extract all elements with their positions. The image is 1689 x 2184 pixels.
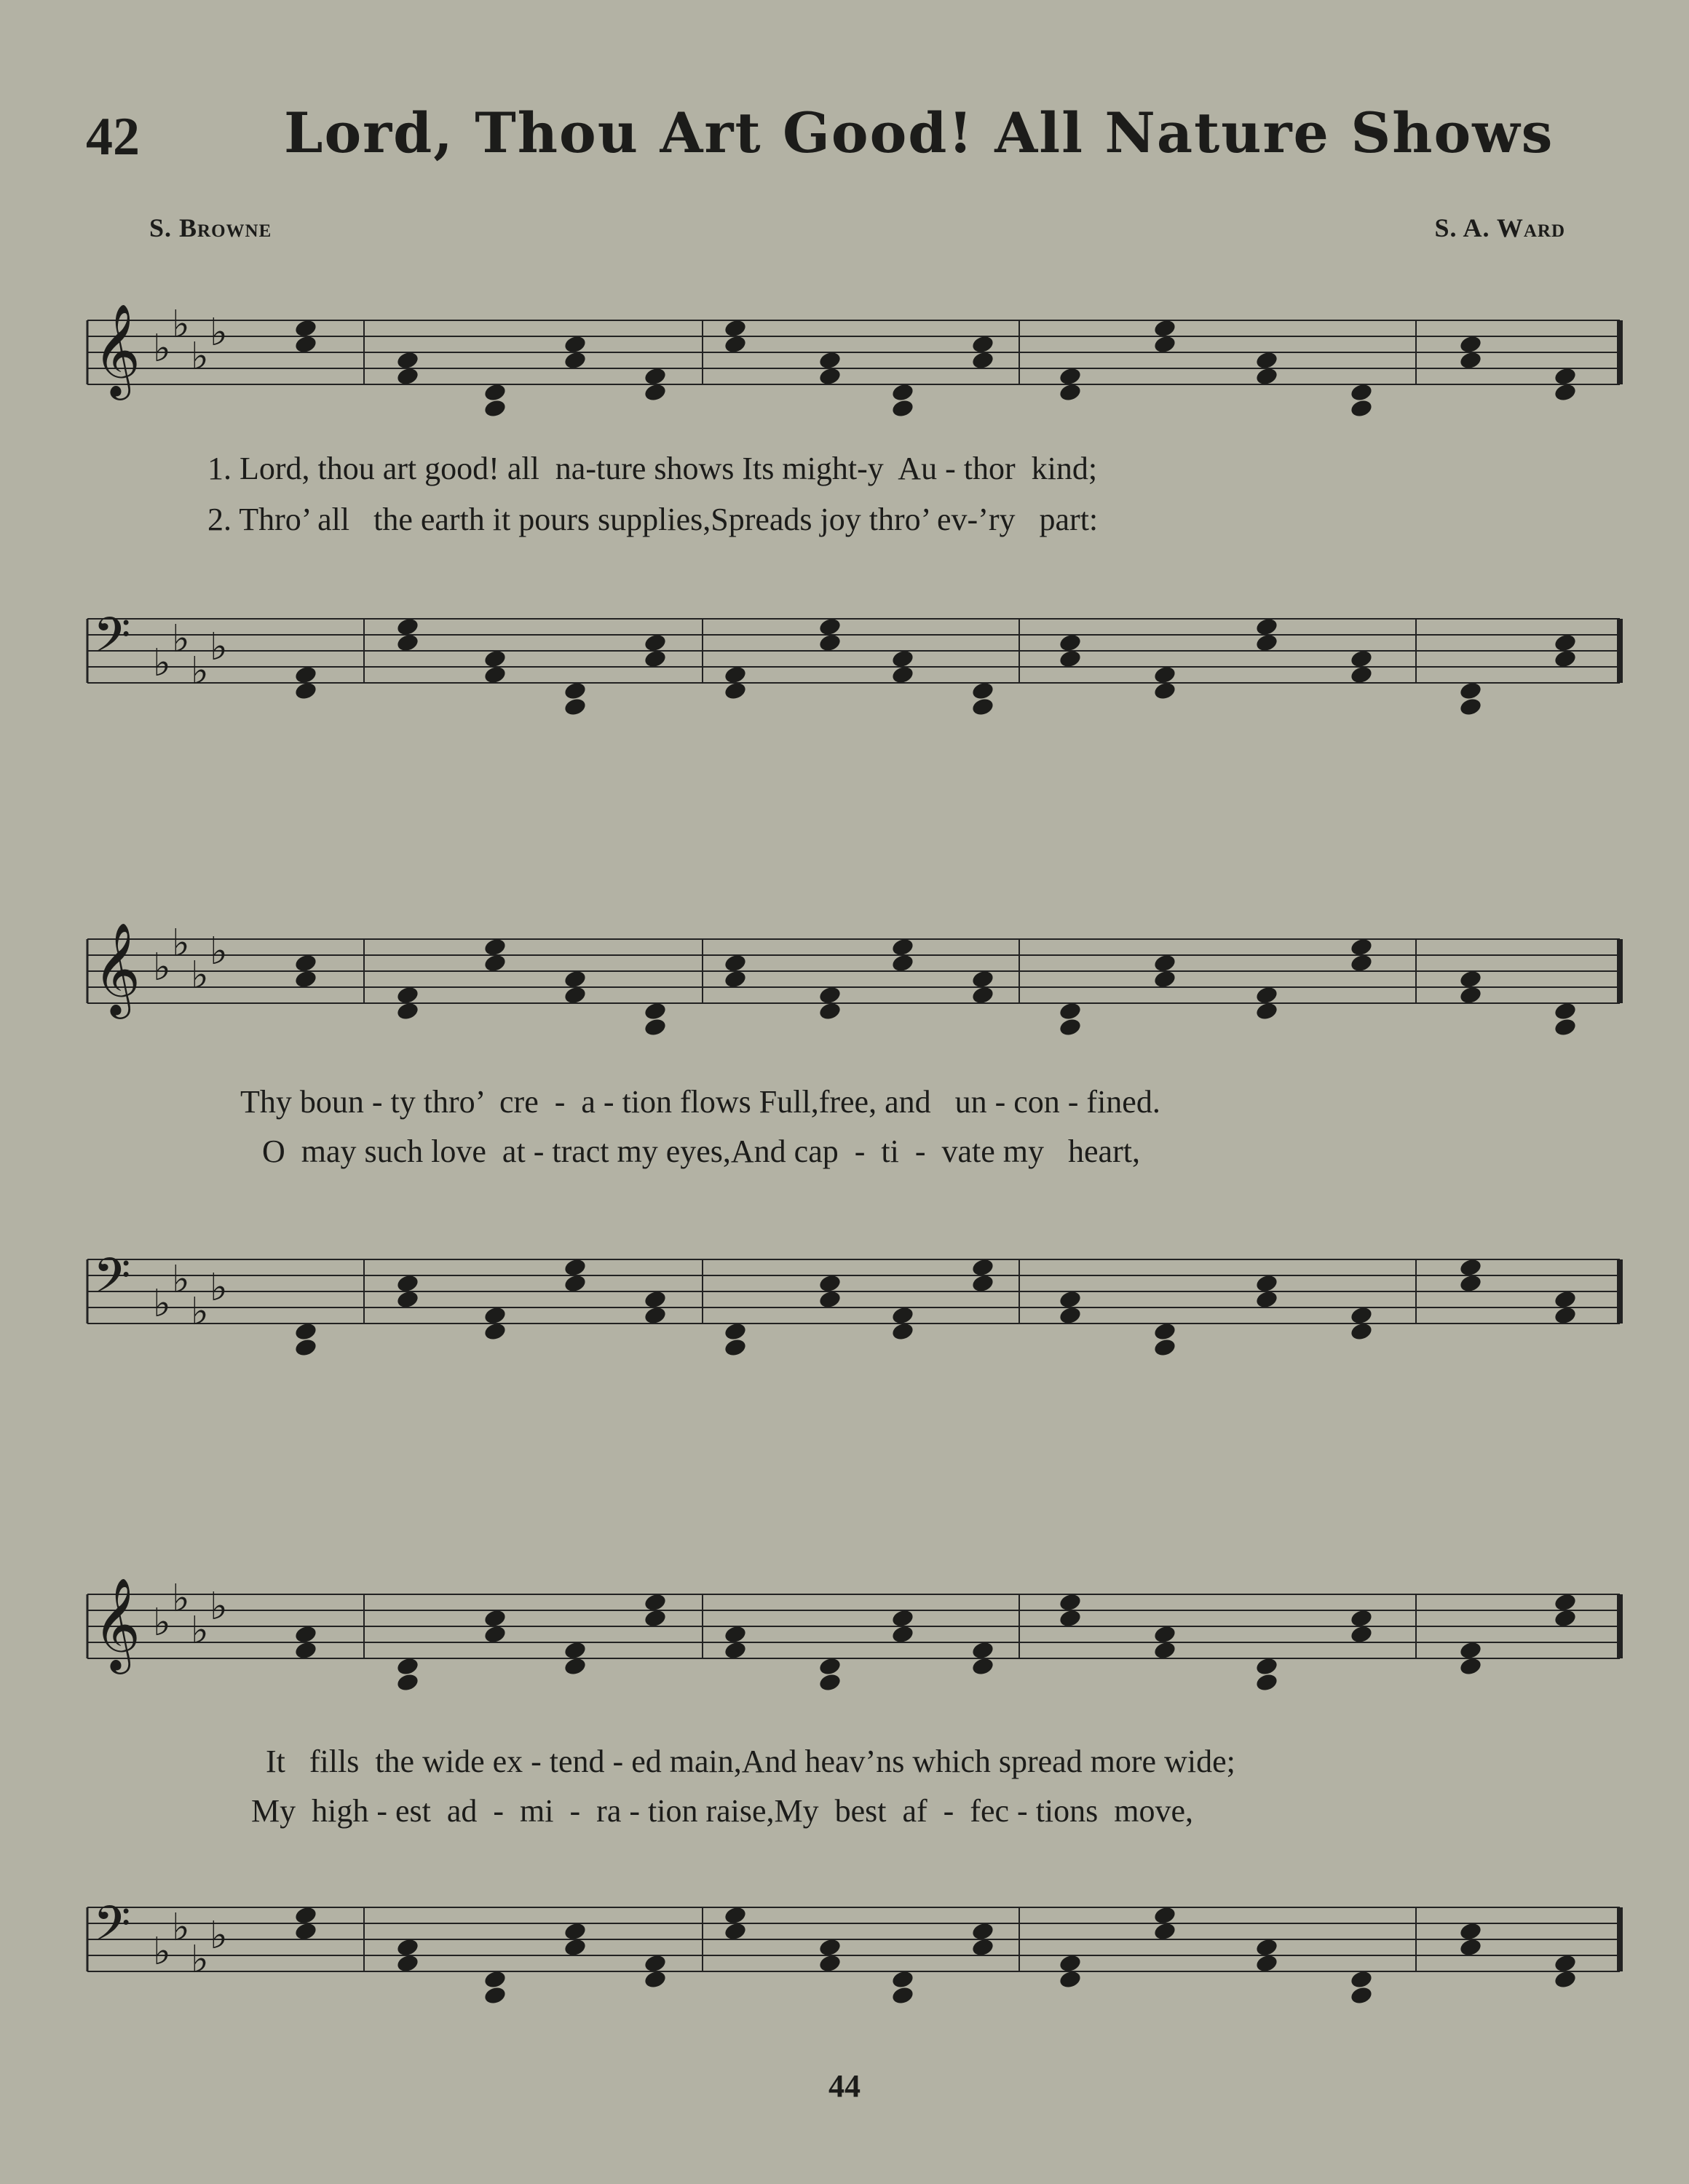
page-number: 44 — [828, 2068, 861, 2104]
notehead — [890, 1985, 914, 2006]
notehead — [293, 665, 317, 685]
notehead — [723, 1921, 747, 1942]
notehead — [563, 697, 587, 717]
notehead — [970, 350, 994, 371]
notehead — [890, 398, 914, 419]
notehead — [1349, 382, 1373, 403]
notehead — [890, 1608, 914, 1629]
notehead — [395, 1289, 419, 1310]
notehead — [483, 398, 507, 419]
music-system-1 — [0, 262, 1689, 772]
notehead — [1152, 334, 1176, 355]
flat-icon: ♭ — [210, 1585, 228, 1629]
notehead — [1458, 1656, 1482, 1677]
hymn-title: Lord, Thou Art Good! All Nature Shows — [284, 100, 1554, 165]
notehead — [1349, 649, 1373, 669]
notehead — [723, 1905, 747, 1926]
notehead — [818, 1953, 842, 1974]
notehead — [1058, 633, 1082, 653]
notehead — [723, 969, 747, 989]
flat-icon: ♭ — [210, 1914, 228, 1958]
notehead — [395, 633, 419, 653]
notehead — [293, 1624, 317, 1645]
notehead — [643, 382, 667, 403]
notehead — [723, 1321, 747, 1342]
notehead — [1553, 1017, 1577, 1037]
notehead — [1152, 1921, 1176, 1942]
notehead — [1553, 1592, 1577, 1613]
bass-staff — [0, 1878, 1689, 2009]
notehead — [1553, 633, 1577, 653]
bass-clef-icon: 𝄢 — [93, 1248, 131, 1315]
notehead — [643, 1305, 667, 1326]
notehead — [563, 334, 587, 355]
notehead — [1152, 318, 1176, 339]
notehead — [395, 1001, 419, 1021]
notehead — [1058, 1001, 1082, 1021]
treble-clef-icon: 𝄞 — [93, 303, 141, 396]
notehead — [890, 1321, 914, 1342]
lyricist-credit: S. Browne — [149, 213, 272, 242]
notehead — [1349, 1624, 1373, 1645]
bass-staff — [0, 1230, 1689, 1361]
notehead — [1349, 665, 1373, 685]
notehead — [563, 681, 587, 701]
notehead — [723, 1640, 747, 1661]
notehead — [643, 1969, 667, 1990]
notehead — [643, 366, 667, 387]
flat-icon: ♭ — [172, 1577, 190, 1621]
notehead — [483, 1321, 507, 1342]
notehead — [970, 969, 994, 989]
notehead — [1349, 398, 1373, 419]
notehead — [1152, 953, 1176, 973]
notehead — [293, 1321, 317, 1342]
flat-icon: ♭ — [153, 1930, 171, 1974]
notehead — [643, 633, 667, 653]
flat-icon: ♭ — [153, 946, 171, 989]
notehead — [643, 1608, 667, 1629]
notehead — [395, 1672, 419, 1693]
notehead — [1553, 649, 1577, 669]
music-system-3 — [0, 1536, 1689, 2046]
flat-icon: ♭ — [153, 1601, 171, 1645]
notehead — [395, 350, 419, 371]
notehead — [1152, 681, 1176, 701]
notehead — [890, 1969, 914, 1990]
flat-icon: ♭ — [172, 1906, 190, 1950]
notehead — [723, 953, 747, 973]
notehead — [483, 1608, 507, 1629]
notehead — [563, 969, 587, 989]
notehead — [1058, 1305, 1082, 1326]
notehead — [818, 366, 842, 387]
notehead — [818, 350, 842, 371]
notehead — [1058, 366, 1082, 387]
notehead — [643, 1953, 667, 1974]
notehead — [970, 697, 994, 717]
flat-icon: ♭ — [172, 922, 190, 965]
notehead — [818, 985, 842, 1005]
notehead — [818, 1001, 842, 1021]
notehead — [293, 1337, 317, 1358]
notehead — [563, 985, 587, 1005]
notehead — [1349, 1608, 1373, 1629]
notehead — [1058, 1953, 1082, 1974]
notehead — [563, 1937, 587, 1958]
flat-icon: ♭ — [191, 335, 209, 379]
treble-staff — [0, 910, 1689, 1041]
notehead — [1058, 1017, 1082, 1037]
notehead — [563, 1640, 587, 1661]
lyric-verse-2: My high - est ad - mi - ra - tion raise,My best af - fec - tions move, — [251, 1793, 1194, 1829]
notehead — [1553, 1608, 1577, 1629]
notehead — [818, 1937, 842, 1958]
bass-clef-icon: 𝄢 — [93, 607, 131, 675]
flat-icon: ♭ — [153, 1282, 171, 1326]
lyric-verse-2: 2. Thro’ all the earth it pours supplies,Spreads joy thro’ ev-’ry part: — [207, 502, 1099, 537]
notehead — [293, 681, 317, 701]
notehead — [1254, 1672, 1278, 1693]
notehead — [1152, 1337, 1176, 1358]
notehead — [483, 665, 507, 685]
notehead — [1152, 1624, 1176, 1645]
flat-icon: ♭ — [210, 1266, 228, 1310]
notehead — [293, 318, 317, 339]
notehead — [818, 1656, 842, 1677]
notehead — [890, 1305, 914, 1326]
notehead — [1152, 1905, 1176, 1926]
notehead — [293, 969, 317, 989]
notehead — [970, 1640, 994, 1661]
flat-icon: ♭ — [210, 625, 228, 669]
notehead — [293, 1905, 317, 1926]
notehead — [293, 1921, 317, 1942]
notehead — [395, 617, 419, 637]
notehead — [643, 1289, 667, 1310]
notehead — [483, 1985, 507, 2006]
notehead — [890, 1624, 914, 1645]
notehead — [1058, 1608, 1082, 1629]
notehead — [970, 681, 994, 701]
notehead — [1152, 969, 1176, 989]
notehead — [1254, 633, 1278, 653]
notehead — [818, 633, 842, 653]
notehead — [1254, 1273, 1278, 1294]
notehead — [1458, 334, 1482, 355]
flat-icon: ♭ — [172, 303, 190, 347]
notehead — [1254, 1953, 1278, 1974]
notehead — [395, 366, 419, 387]
notehead — [1254, 1656, 1278, 1677]
notehead — [643, 649, 667, 669]
notehead — [1458, 681, 1482, 701]
lyric-verse-1: It fills the wide ex - tend - ed main,And heav’ns which spread more wide; — [266, 1744, 1235, 1779]
notehead — [970, 1656, 994, 1677]
notehead — [643, 1592, 667, 1613]
notehead — [970, 985, 994, 1005]
flat-icon: ♭ — [153, 327, 171, 371]
notehead — [1458, 1273, 1482, 1294]
notehead — [1152, 1321, 1176, 1342]
treble-staff — [0, 291, 1689, 422]
treble-clef-icon: 𝄞 — [93, 922, 141, 1015]
notehead — [1349, 1985, 1373, 2006]
lyric-verse-1: 1. Lord, thou art good! all na-ture shows Its might-y Au - thor kind; — [207, 451, 1098, 486]
notehead — [1349, 937, 1373, 957]
flat-icon: ♭ — [191, 1290, 209, 1334]
notehead — [293, 334, 317, 355]
notehead — [890, 937, 914, 957]
notehead — [970, 1937, 994, 1958]
flat-icon: ♭ — [172, 1258, 190, 1302]
notehead — [483, 1624, 507, 1645]
notehead — [1553, 1001, 1577, 1021]
notehead — [483, 953, 507, 973]
notehead — [1458, 985, 1482, 1005]
notehead — [1152, 1640, 1176, 1661]
notehead — [1058, 1592, 1082, 1613]
notehead — [818, 1672, 842, 1693]
notehead — [1254, 1001, 1278, 1021]
notehead — [293, 953, 317, 973]
bass-staff — [0, 590, 1689, 721]
notehead — [643, 1001, 667, 1021]
notehead — [818, 1273, 842, 1294]
notehead — [1254, 1937, 1278, 1958]
notehead — [1458, 1937, 1482, 1958]
notehead — [563, 1921, 587, 1942]
notehead — [1458, 350, 1482, 371]
notehead — [890, 953, 914, 973]
notehead — [1458, 969, 1482, 989]
notehead — [1553, 366, 1577, 387]
notehead — [293, 1640, 317, 1661]
notehead — [1553, 382, 1577, 403]
notehead — [1058, 1289, 1082, 1310]
notehead — [483, 1969, 507, 1990]
notehead — [1254, 350, 1278, 371]
notehead — [1058, 649, 1082, 669]
music-system-2 — [0, 881, 1689, 1390]
notehead — [483, 937, 507, 957]
flat-icon: ♭ — [210, 311, 228, 355]
notehead — [483, 382, 507, 403]
lyric-verse-2: O may such love at - tract my eyes,And cap - ti - vate my heart, — [262, 1133, 1140, 1169]
notehead — [1553, 1953, 1577, 1974]
notehead — [1058, 382, 1082, 403]
notehead — [1254, 617, 1278, 637]
notehead — [723, 1337, 747, 1358]
notehead — [1458, 1257, 1482, 1278]
notehead — [818, 617, 842, 637]
flat-icon: ♭ — [191, 649, 209, 693]
notehead — [890, 382, 914, 403]
notehead — [723, 334, 747, 355]
notehead — [395, 985, 419, 1005]
notehead — [1553, 1289, 1577, 1310]
treble-staff — [0, 1565, 1689, 1696]
notehead — [1058, 1969, 1082, 1990]
flat-icon: ♭ — [172, 617, 190, 661]
notehead — [890, 665, 914, 685]
notehead — [1349, 1321, 1373, 1342]
notehead — [1349, 953, 1373, 973]
notehead — [643, 1017, 667, 1037]
notehead — [890, 649, 914, 669]
notehead — [1553, 1969, 1577, 1990]
notehead — [483, 1305, 507, 1326]
notehead — [395, 1937, 419, 1958]
notehead — [818, 1289, 842, 1310]
notehead — [970, 1257, 994, 1278]
notehead — [1458, 1921, 1482, 1942]
notehead — [723, 665, 747, 685]
lyric-verse-1: Thy boun - ty thro’ cre - a - tion flows Full,free, and un - con - fined. — [240, 1084, 1160, 1120]
notehead — [1254, 366, 1278, 387]
notehead — [723, 681, 747, 701]
notehead — [1553, 1305, 1577, 1326]
hymn-number: 42 — [86, 107, 140, 167]
flat-icon: ♭ — [191, 954, 209, 997]
flat-icon: ♭ — [153, 641, 171, 685]
notehead — [563, 1656, 587, 1677]
notehead — [1458, 697, 1482, 717]
notehead — [563, 1257, 587, 1278]
notehead — [563, 350, 587, 371]
notehead — [395, 1953, 419, 1974]
composer-credit: S. A. Ward — [1434, 213, 1565, 242]
notehead — [1254, 985, 1278, 1005]
notehead — [723, 318, 747, 339]
notehead — [1349, 1969, 1373, 1990]
flat-icon: ♭ — [191, 1609, 209, 1653]
flat-icon: ♭ — [210, 930, 228, 973]
notehead — [970, 1921, 994, 1942]
notehead — [723, 1624, 747, 1645]
notehead — [1254, 1289, 1278, 1310]
notehead — [1349, 1305, 1373, 1326]
flat-icon: ♭ — [191, 1938, 209, 1982]
bass-clef-icon: 𝄢 — [93, 1896, 131, 1963]
notehead — [1152, 665, 1176, 685]
notehead — [970, 1273, 994, 1294]
treble-clef-icon: 𝄞 — [93, 1577, 141, 1670]
notehead — [395, 1273, 419, 1294]
notehead — [1458, 1640, 1482, 1661]
notehead — [395, 1656, 419, 1677]
notehead — [483, 649, 507, 669]
notehead — [563, 1273, 587, 1294]
notehead — [970, 334, 994, 355]
